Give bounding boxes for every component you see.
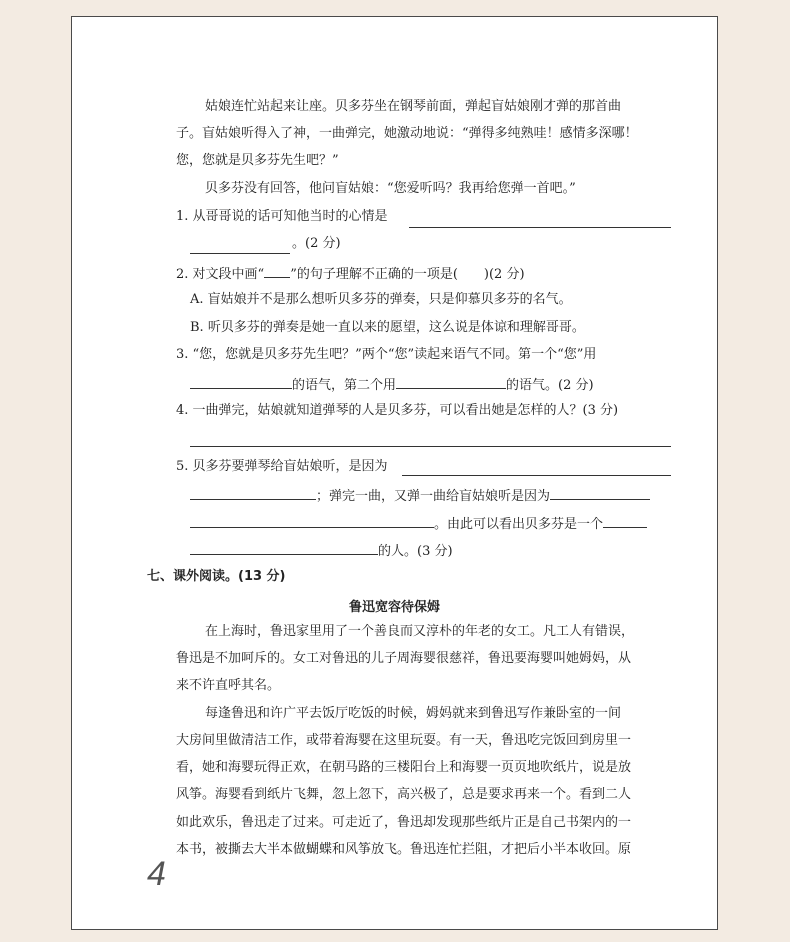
answer-blank[interactable] — [190, 446, 671, 447]
page-number: 4 — [147, 855, 166, 893]
article-line: 风筝。海婴看到纸片飞舞，忽上忽下，高兴极了，总是要求再来一个。看到二人 — [176, 787, 632, 802]
article-line: 本书，被撕去大半本做蝴蝶和风筝放飞。鲁迅连忙拦阻，才把后小半本收回。原 — [176, 842, 632, 857]
passage-line: 贝多芬没有回答，他问盲姑娘：“您爱听吗？我再给您弹一首吧。” — [205, 181, 576, 196]
question-3: 3. “您，您就是贝多芬先生吧？”两个“您”读起来语气不同。第一个“您”用 — [176, 347, 597, 362]
question-5-line4 — [190, 540, 453, 561]
option-a[interactable]: A. 盲姑娘并不是那么想听贝多芬的弹奏，只是仰慕贝多芬的名气。 — [190, 292, 572, 307]
passage-line: 子。盲姑娘听得入了神，一曲弹完，她激动地说：“弹得多纯熟哇！感情多深哪！ — [176, 126, 638, 141]
question-3-text-c: 的语气。(2 分) — [506, 378, 594, 393]
document-page — [71, 16, 718, 930]
question-2-text-a: 2. 对文段中画“ — [176, 267, 265, 282]
section-heading: 七、课外阅读。(13 分) — [147, 569, 286, 584]
question-3-text-b: 的语气，第二个用 — [292, 378, 397, 393]
question-5-line2 — [190, 485, 650, 506]
answer-blank[interactable] — [550, 485, 650, 500]
answer-blank[interactable] — [603, 513, 647, 528]
question-1-points: 。(2 分) — [292, 236, 341, 251]
question-1-text: 1. 从哥哥说的话可知他当时的心情是 — [176, 209, 388, 224]
article-line: 在上海时，鲁迅家里用了一个善良而又淳朴的年老的女工。凡工人有错误， — [205, 624, 635, 639]
article-line: 每逢鲁迅和许广平去饭厅吃饭的时候，姆妈就来到鲁迅写作兼卧室的一间 — [205, 706, 622, 721]
answer-blank[interactable] — [190, 253, 290, 254]
question-5-text-b: ；弹完一曲，又弹一曲给盲姑娘听是因为 — [316, 489, 551, 504]
answer-blank[interactable] — [396, 374, 506, 389]
option-b[interactable]: B. 听贝多芬的弹奏是她一直以来的愿望，这么说是体谅和理解哥哥。 — [190, 320, 585, 335]
answer-blank[interactable] — [190, 374, 292, 389]
article-line: 来不许直呼其名。 — [176, 678, 281, 693]
answer-blank[interactable] — [190, 540, 378, 555]
article-line: 看，她和海婴玩得正欢，在朝马路的三楼阳台上和海婴一页页地吹纸片，说是放 — [176, 760, 632, 775]
answer-blank[interactable] — [190, 485, 316, 500]
answer-blank[interactable] — [402, 475, 671, 476]
question-5-text-c: 。由此可以看出贝多芬是一个 — [434, 517, 604, 532]
answer-blank[interactable] — [409, 227, 671, 228]
question-5-text-d: 的人。(3 分) — [378, 544, 453, 559]
article-line: 如此欢乐，鲁迅走了过来。可走近了，鲁迅却发现那些纸片正是自己书架内的一 — [176, 815, 632, 830]
article-line: 鲁迅是不加呵斥的。女工对鲁迅的儿子周海婴很慈祥，鲁迅要海婴叫她姆妈，从 — [176, 651, 632, 666]
answer-blank[interactable] — [190, 513, 434, 528]
question-4: 4. 一曲弹完，姑娘就知道弹琴的人是贝多芬，可以看出她是怎样的人？(3 分) — [176, 403, 619, 418]
question-2 — [176, 263, 525, 284]
question-2-text-b: ”的句子理解不正确的一项是( )(2 分) — [290, 267, 525, 282]
article-title: 鲁迅宽容待保姆 — [348, 600, 440, 615]
question-3-line2 — [190, 374, 594, 395]
question-1 — [176, 208, 388, 226]
passage-line: 您，您就是贝多芬先生吧？” — [176, 153, 339, 168]
underline-marker — [264, 263, 290, 278]
article-line: 大房间里做清洁工作，或带着海婴在这里玩耍。有一天，鲁迅吃完饭回到房里一 — [176, 733, 632, 748]
question-5-line3 — [190, 513, 647, 534]
passage-line: 姑娘连忙站起来让座。贝多芬坐在钢琴前面，弹起盲姑娘刚才弹的那首曲 — [205, 99, 622, 114]
question-5: 5. 贝多芬要弹琴给盲姑娘听，是因为 — [176, 459, 388, 474]
